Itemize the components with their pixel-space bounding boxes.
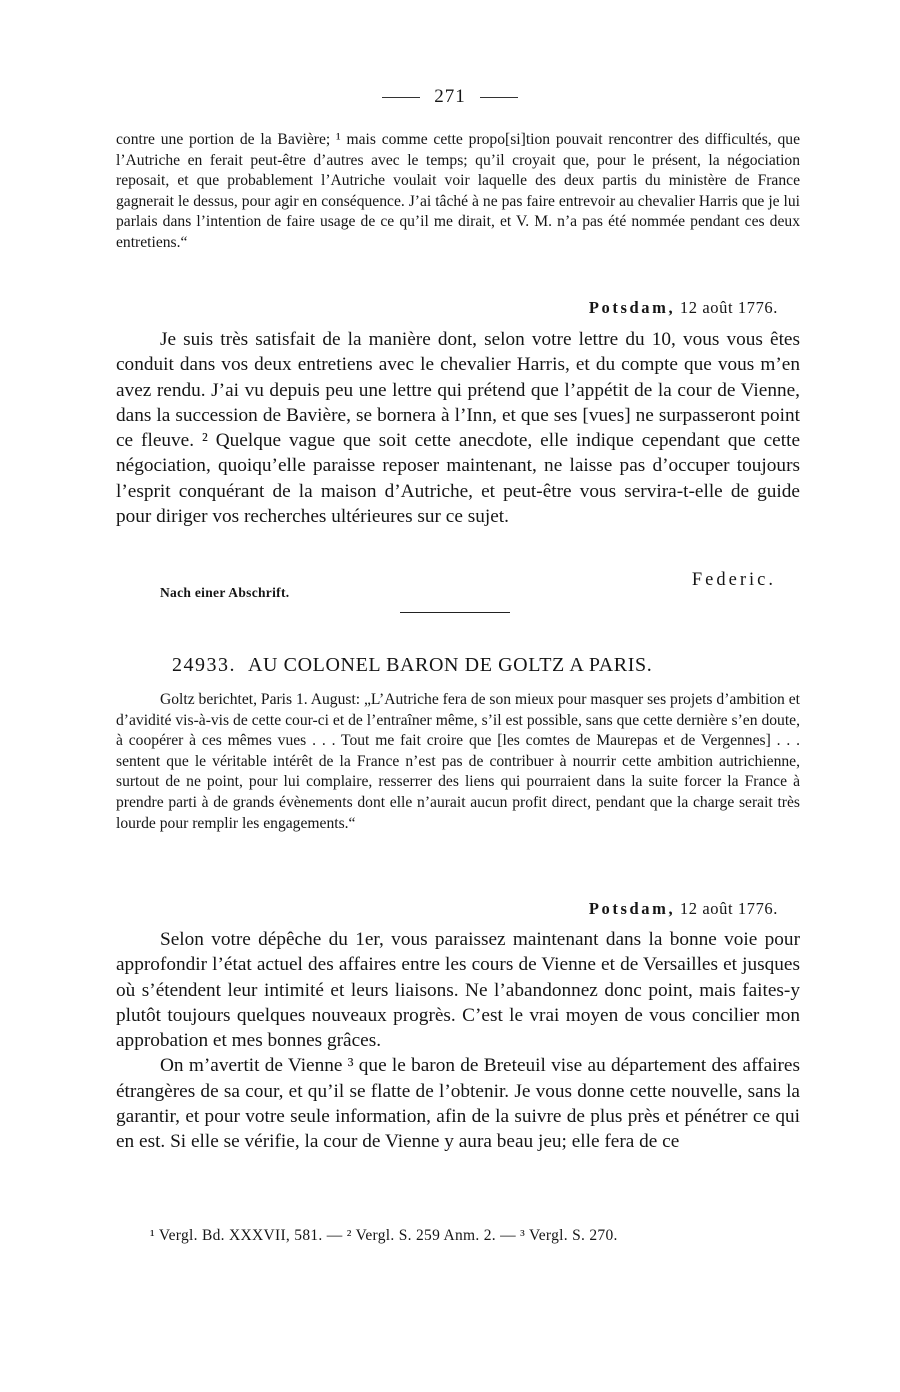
letter1-continuation-text: contre une portion de la Bavière; ¹ mais comme cette propo[si]tion pouvait rencontrer des difficultés, que l’Autriche en ferait peut-être d’autres avec le temps; qu’il croyait que, pour le présent, la négociation reposait, et que probablement l’Autriche voulait voir laquelle des deux partis du ministère de France gagnerait le dessus, pour agir en conséquence. J’ai tâché à ne pas faire entrevoir au chevalier Harris que je lui parlais dans l’intention de faire usage de ce qu’il me dirait, et V. M. n’a pas été nommée pendant ces deux entretiens.“ (116, 131, 800, 251)
letter2-body-para2: On m’avertit de Vienne ³ que le baron de Breteuil vise au département des affaires étrangères de sa cour, et qu’il se flatte de l’obtenir. Je vous donne cette nouvelle, sans la garantir, et pour votre seule information, afin de la suivre de plus près et pénétrer ce qui en est. Si elle se vérifie, la cour de Vienne y aura beau jeu; elle fera de ce (116, 1055, 800, 1153)
letter1-dateline (589, 298, 778, 318)
page-number: 271 (434, 86, 466, 107)
footnotes: ¹ Vergl. Bd. XXXVII, 581. — ² Vergl. S. 259 Anm. 2. — ³ Vergl. S. 270. (150, 1227, 618, 1244)
letter1-dateline-place: Potsdam, (588, 298, 676, 317)
letter2-body-para1: Selon votre dépêche du 1er, vous paraissez maintenant dans la bonne voie pour approfondir l’état actuel des affaires entre les cours de Vienne et de Versailles et jusques où s’étendent leur intimité et leurs liaisons. Ne l’abandonnez donc point, mais faites-y plutôt toujours quelques nouveaux progrès. C’est le vrai moyen de vous concilier mon approbation et mes bonnes grâces. (116, 929, 800, 1052)
header-dash-left (382, 97, 420, 98)
letter2-number: 24933. (172, 654, 236, 676)
page-header (0, 86, 900, 108)
letter2-body (116, 927, 800, 1155)
letter1-body-text: Je suis très satisfait de la manière dont, selon votre lettre du 10, vous vous êtes conduit dans vos deux entretiens avec le chevalier Harris, et du compte que vous m’en avez rendu. J’ai vu depuis peu une lettre qui prétend que l’appétit de la cour de Vienne, dans la succession de Bavière, se bornera à l’Inn, et que ses [vues] ne surpasseront point ce fleuve. ² Quelque vague que soit cette anecdote, elle indique cependant que cette négociation, quoiqu’elle paraisse reposer maintenant, ne laisse pas d’occuper toujours l’esprit conquérant de la maison d’Autriche, et peut-être vous servira-t-elle de guide pour diriger vos recherches ultérieures sur ce sujet. (116, 329, 800, 528)
letter2-summary-text: Goltz berichtet, Paris 1. August: „L’Autriche fera de son mieux pour masquer ses projets d’ambition et d’avidité vis-à-vis de cette cour-ci et de l’entraîner même, s’il est possible, sans que cette dernière s’en doute, à coopérer à ces mêmes vues . . . Tout me fait croire que [les comtes de Maurepas et de Vergennes] . . . sentent que le véritable intérêt de la France n’est pas de contribuer à nourrir cette ambition autrichienne, surtout de ne point, pour lui complaire, resserrer des liens qui pourraient dans la suite forcer la France à prendre parti à de grands évènements dont elle n’aurait aucun profit direct, pendant que la charge serait très lourde pour remplir les engagements.“ (116, 691, 800, 832)
letter2-heading (172, 654, 652, 677)
letter1-signature: Federic. (691, 570, 776, 590)
letter2-dateline (589, 899, 778, 919)
letter1-dateline-date: 12 août 1776. (679, 298, 778, 317)
letter2-dateline-place: Potsdam, (588, 899, 676, 918)
header-dash-right (480, 97, 518, 98)
section-divider (400, 612, 510, 613)
letter1-source-note: Nach einer Abschrift. (160, 585, 290, 600)
letter1-continuation (116, 130, 800, 254)
letter2-summary (116, 690, 800, 834)
letter1-body (116, 327, 800, 529)
letter2-dateline-date: 12 août 1776. (679, 899, 778, 918)
letter2-title: AU COLONEL BARON DE GOLTZ A PARIS. (248, 654, 653, 676)
